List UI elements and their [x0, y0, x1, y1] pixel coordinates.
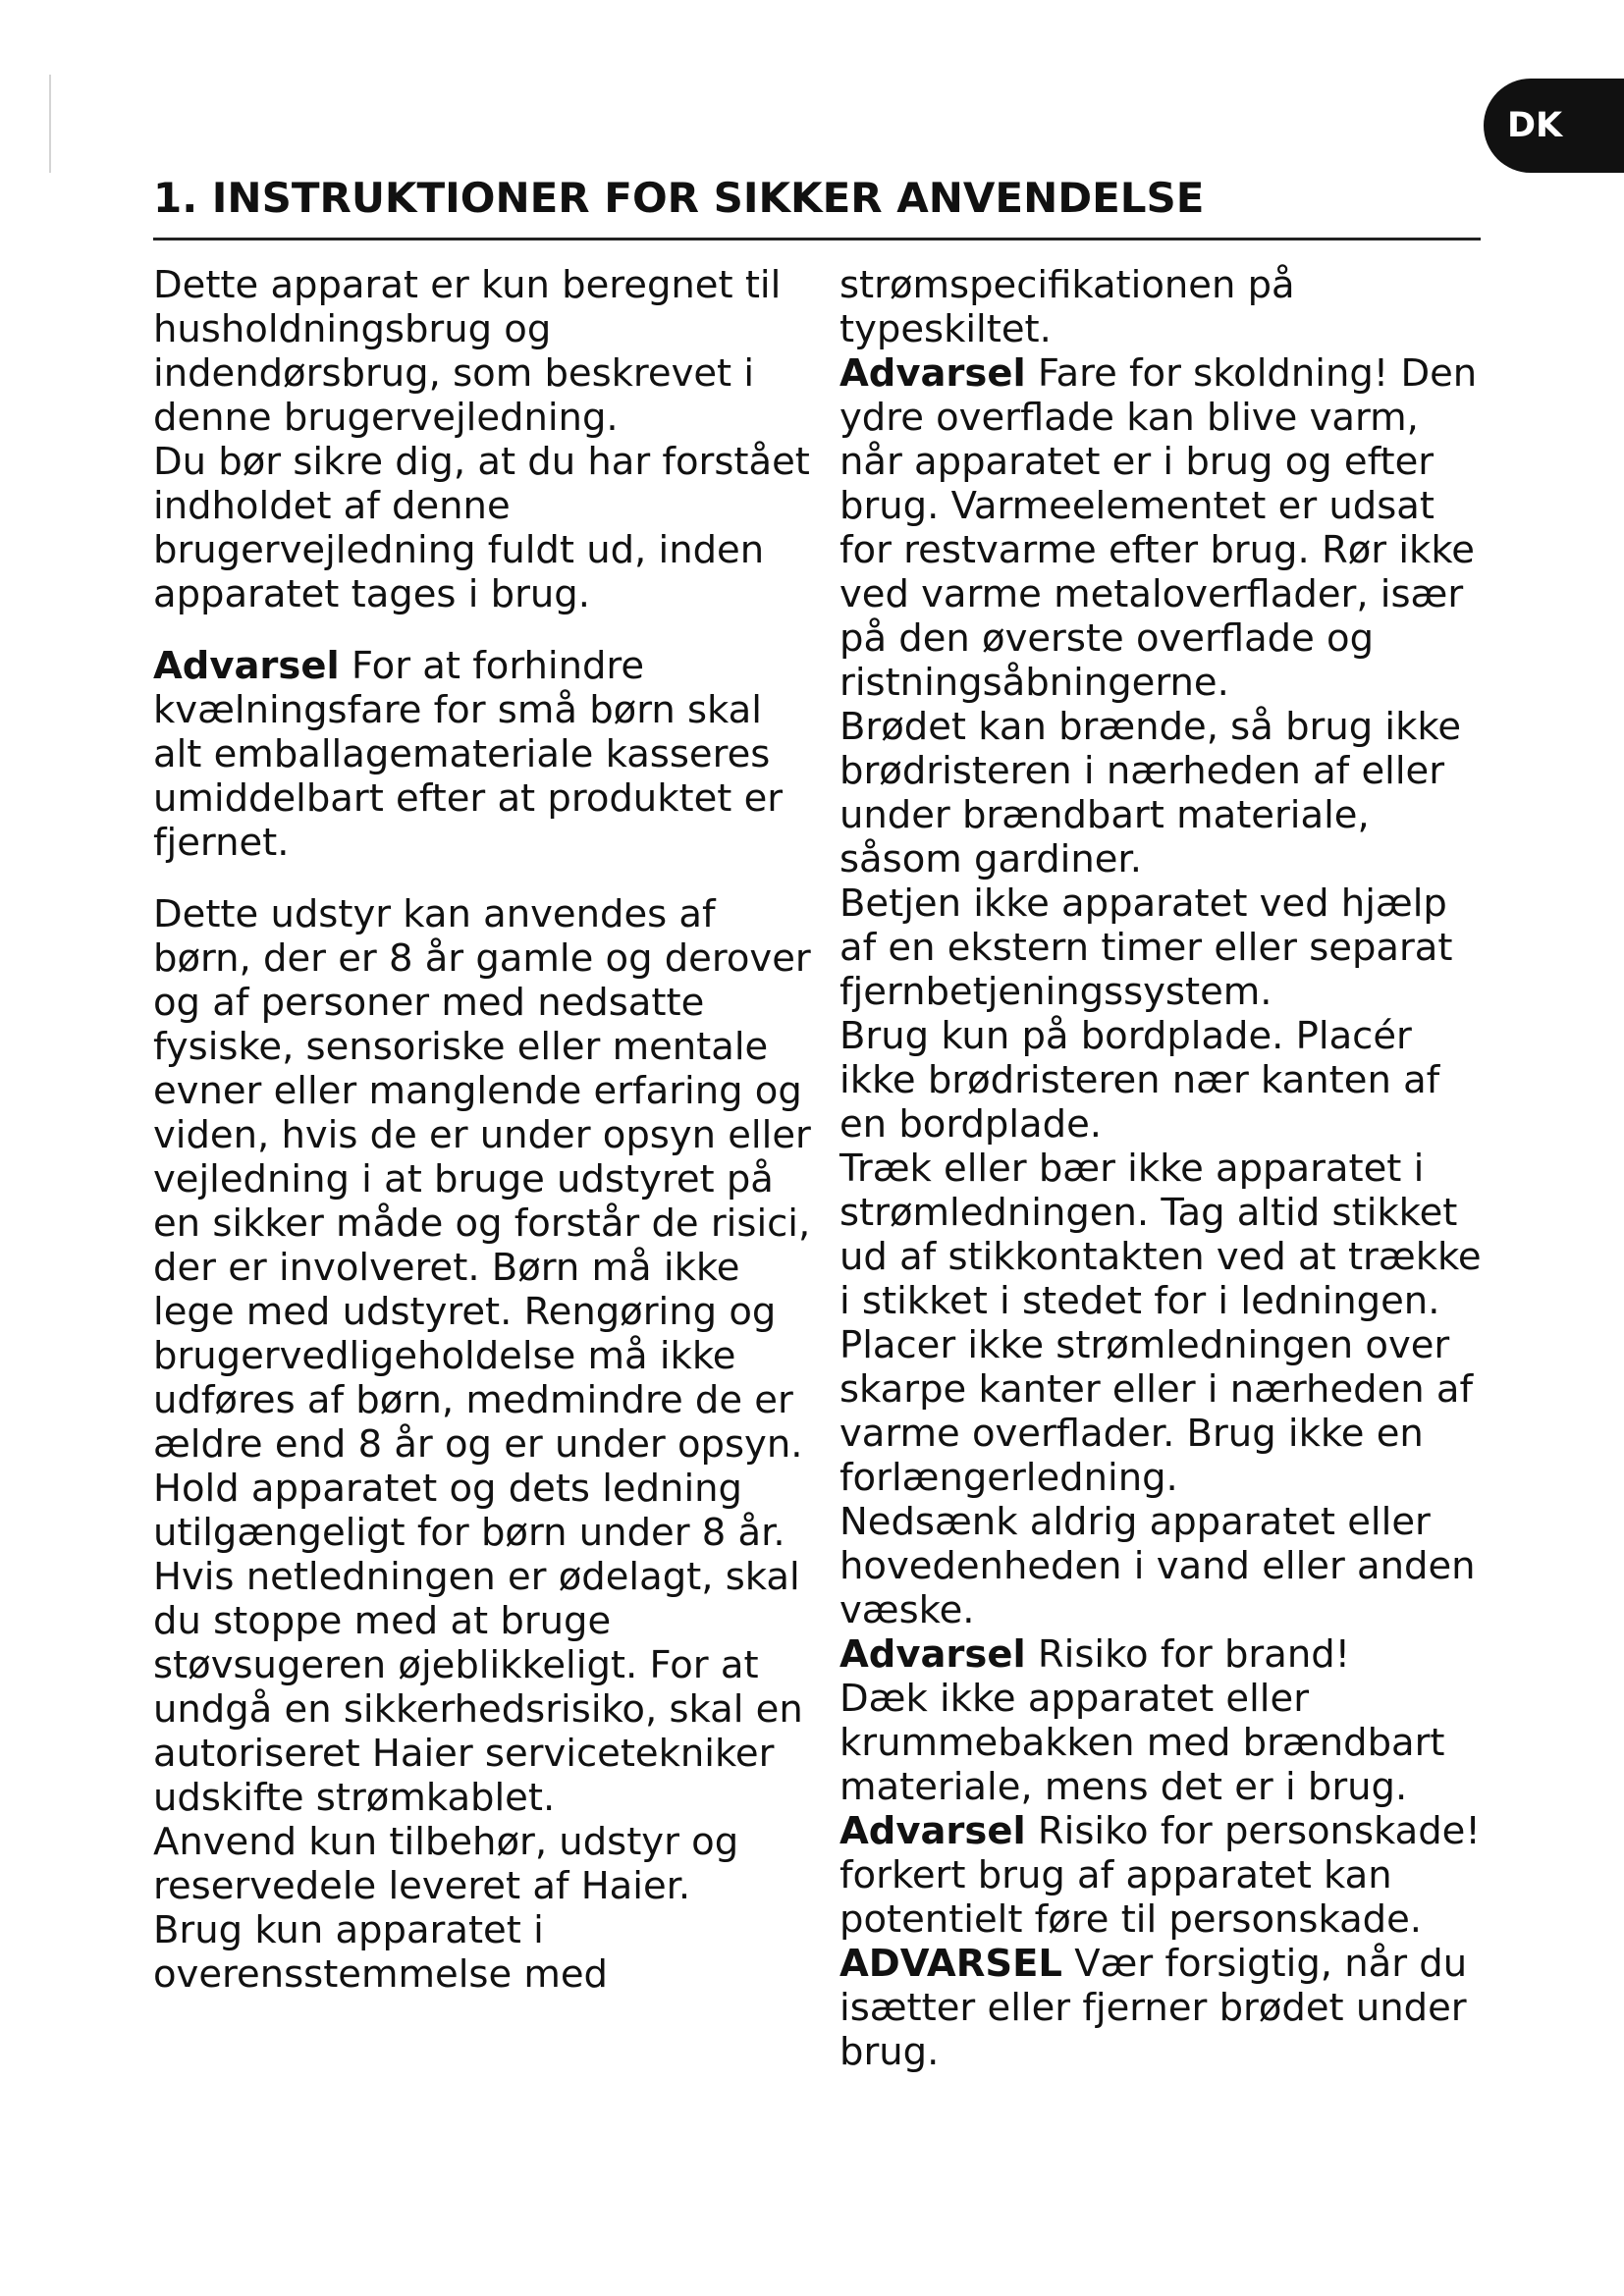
right-column — [839, 263, 1483, 2074]
margin-mark — [49, 75, 51, 173]
paragraph-fire-warning — [839, 1632, 1483, 1677]
paragraph-countertop: Brug kun på bordplade. Placér ikke brødristeren nær kanten af en bordplade. — [839, 1014, 1440, 1147]
warning-text: Risiko for brand! — [1025, 1632, 1351, 1677]
paragraph-power-cord: Træk eller bær ikke apparatet i strømledningen. Tag altid stikket ud af stikkontakten ved at trække i stikket i stedet for i ledningen. Placer ikke strømledningen over skarpe kanter eller i nærheden af varme overflader. Brug ikke en forlængerledning. — [839, 1147, 1482, 1500]
paragraph-external-timer: Betjen ikke apparatet ved hjælp af en ekstern timer eller separat fjernbetjeningssystem. — [839, 881, 1453, 1014]
paragraph-damaged-cord: Hvis netledningen er ødelagt, skal du stoppe med at bruge støvsugeren øjeblikkeligt. For at undgå en sikkerhedsrisiko, skal en autoriseret Haier servicetekniker udskifte strømkablet. — [153, 1555, 803, 1820]
language-tab: DK — [1484, 79, 1624, 173]
warning-label: Advarsel — [839, 1632, 1026, 1677]
paragraph-caution-bread — [839, 1942, 1483, 2074]
warning-text: Risiko for personskade! forkert brug af apparatet kan potentielt føre til personskade. — [839, 1809, 1481, 1942]
title-divider — [153, 238, 1481, 240]
paragraph-no-immersion: Nedsænk aldrig apparatet eller hovedenheden i vand eller anden væske. — [839, 1500, 1476, 1632]
warning-text: Vær forsigtig, når du isætter eller fjerner brødet under brug. — [839, 1942, 1468, 2074]
paragraph-rating-plate: strømspecifikationen på typeskiltet. — [839, 263, 1295, 351]
paragraph-injury-warning — [839, 1809, 1483, 1942]
paragraph-read-manual: Du bør sikre dig, at du har forstået indholdet af denne brugervejledning fuldt ud, inden apparatet tages i brug. — [153, 440, 810, 616]
paragraph-power-spec: Brug kun apparatet i overensstemmelse med — [153, 1908, 608, 1997]
paragraph-do-not-cover: Dæk ikke apparatet eller krummebakken med brændbart materiale, mens det er i brug. — [839, 1677, 1445, 1809]
paragraph-keep-away-children: Hold apparatet og dets ledning utilgængeligt for børn under 8 år. — [153, 1467, 785, 1555]
paragraph-intended-use: Dette apparat er kun beregnet til husholdningsbrug og indendørsbrug, som beskrevet i denne brugervejledning. — [153, 263, 782, 440]
paragraph-children-usage: Dette udstyr kan anvendes af børn, der er 8 år gamle og derover og af personer med nedsatte fysiske, sensoriske eller mentale evner eller manglende erfaring og viden, hvis de er under opsyn eller vejledning i at bruge udstyret på en sikker måde og forstår de risici, der er involveret. Børn må ikke lege med udstyret. Rengøring og brugervedligeholdelse må ikke udføres af børn, medmindre de er ældre end 8 år og er under opsyn. — [153, 892, 811, 1467]
paragraph-bread-may-burn: Brødet kan brænde, så brug ikke brødristeren i nærheden af eller under brændbart materiale, såsom gardiner. — [839, 705, 1462, 881]
paragraph-scald-warning — [839, 351, 1483, 705]
warning-label: Advarsel — [839, 351, 1026, 396]
section-title: 1. INSTRUKTIONER FOR SIKKER ANVENDELSE — [153, 174, 1205, 222]
left-column — [153, 263, 811, 1997]
warning-text: Fare for skoldning! Den ydre overflade kan blive varm, når apparatet er i brug og efter brug. Varmeelementet er udsat for restvarme efter brug. Rør ikke ved varme metaloverflader, især på den øverste overflade og ristningsåbningerne. — [839, 351, 1478, 705]
paragraph-accessories: Anvend kun tilbehør, udstyr og reservedele leveret af Haier. — [153, 1820, 739, 1908]
warning-text: For at forhindre kvælningsfare for små børn skal alt emballagemateriale kasseres umiddelbart efter at produktet er fjernet. — [153, 644, 784, 865]
warning-label: Advarsel — [153, 644, 340, 688]
paragraph-suffocation-warning — [153, 644, 811, 865]
warning-label: Advarsel — [839, 1809, 1026, 1853]
warning-label: ADVARSEL — [839, 1942, 1062, 1986]
